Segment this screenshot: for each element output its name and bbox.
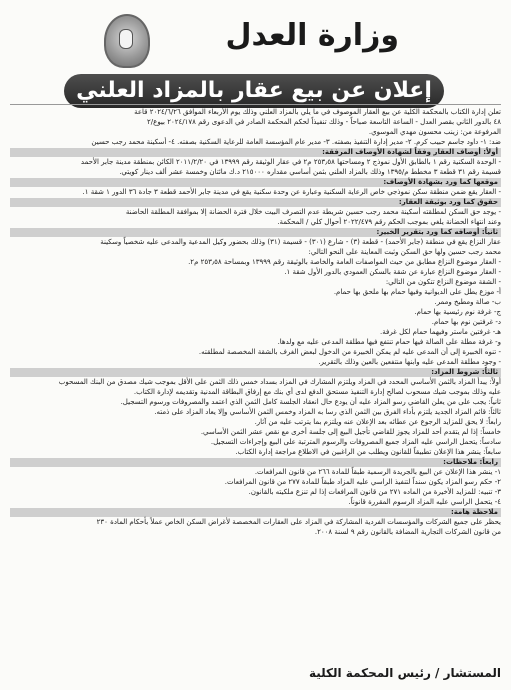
section-line: ب- صالة ومطبخ وممر. — [434, 298, 501, 306]
section-title: ملاحظة هامة: — [10, 508, 501, 517]
section-line: سادساً: يتحمل الراسي عليه المزاد جميع المصروفات والرسوم المترتبة على البيع وإجراءات التسجيل. — [210, 438, 501, 446]
intro-line: تعلن إدارة الكتاب بالمحكمة الكلية عن بيع العقار الموصوف في ما يلي بالمزاد العلني وذلك يوم الأربعاء الموافق ٢٠٢٤/٦/٢٦ قاعة — [134, 108, 501, 116]
section-line: ١- ينشر هذا الإعلان عن البيع بالجريدة الرسمية طبقاً للمادة ٢٦٦ من قانون المرافعات. — [254, 468, 501, 476]
section-line: أولاً: يبدأ المزاد بالثمن الأساسي المحدد في المزاد ويلتزم المشارك في المزاد بسداد خمس ذلك الثمن على الأقل بموجب شيك مصدق من البنك المسحوب — [58, 378, 501, 386]
ministry-name: وزارة العدل — [225, 18, 399, 53]
section-line: ج- غرفة نوم رئيسية بها حمام. — [414, 308, 501, 316]
section-line: - تنوه الخبيرة إلى أن المدعى عليه لم يمكن الخبيرة من الدخول لبعض الغرف بالشقة المخصصة لمطلقته. — [198, 348, 501, 356]
ministry-emblem-icon — [104, 14, 150, 68]
section-line: - العقار يقع ضمن منطقة سكن نموذجي خاص الرعاية السكنية وعبارة عن وحدة سكنية يقع في مدينة جابر الأحمد قطعة ٣ جادة ٣٦ الدور ١ شقة ١. — [82, 188, 501, 196]
section-title: موقعها كما ورد بشهادة الأوصاف: — [10, 178, 501, 187]
section-title: أولاً: أوصاف العقار وفقاً لشهادة الأوصاف المرفقة: — [10, 148, 501, 157]
section-title: ثانياً: أوصافه كما ورد بتقرير الخبير: — [10, 228, 501, 237]
section-line: د- غرفتين نوم بها حمام. — [431, 318, 501, 326]
defendants-line: ضد: ١- داود جاسم حبيب كرم. ٢- مدير إدارة التنفيذ بصفته. ٣- مدير عام المؤسسة العامة للرعاية السكنية بصفته. ٤- أسكينة محمد رجب حسين — [91, 138, 501, 146]
header — [0, 8, 511, 103]
section-line: سابعاً: ينشر هذا الإعلان تطبيقاً للقانون ويطلب من الراغبين في الاطلاع مراجعة إدارة الكتاب. — [235, 448, 501, 456]
section-line: خامساً: إذا لم يتقدم أحد للمزاد يجوز للقاضي تأجيل البيع إلى جلسة أخرى مع نقص عشر الثمن الأساسي. — [200, 428, 501, 436]
section-line: - الوحدة السكنية رقم ١ بالطابق الأول نموذج ٢ ومساحتها ٢٥٣٫٥٨ م٢ في عقار الوثيقة رقم ١٣٩٩٩ في ٢٠١١/٢/٢٠ الكائن بمنطقة مدينة جابر الأحمد — [80, 158, 501, 166]
section-line: وعند انتهاء الحضانة يلغي بموجب الحكم رقم ٢٠٢٢/٤٧٩ أحوال كلي / المحكمة. — [277, 218, 501, 226]
plaintiff-line: المرفوعة من: زينب محسون مهدي الموسوي. — [368, 128, 501, 136]
section-line: يحظر على جميع الشركات والمؤسسات الفردية المشاركة في المزاد على العقارات المخصصة لأغراض السكن الخاص عملاً بأحكام المادة ٢٣٠ — [96, 518, 501, 526]
section-title: رابعاً: ملاحظات: — [10, 458, 501, 467]
section-line: محمد رجب حسين ولها حق السكن وثبت المعاينة على النحو التالي: — [308, 248, 501, 256]
announcement-body — [10, 108, 501, 538]
section-line: عقار النزاع يقع في منطقة (جابر الأحمد) - قطعة (٣) - شارع (٣٠١) - قسيمة (٣١) وذلك بحضور وكيل المدعية والمدعى عليه شخصياً وسكينة — [100, 238, 501, 246]
divider — [10, 104, 501, 105]
section-line: - الشقة موضوع النزاع تتكون من التالي: — [385, 278, 501, 286]
section-line: ثانياً: يجب على من يعلن القاضي رسو المزاد عليه أن يودع حال انعقاد الجلسة كامل الثمن الذي اعتمد والمصروفات ورسوم التسجيل. — [120, 398, 501, 406]
section-line: - يوجد حق السكن لمطلقته أسكينة محمد رجب حسين شريطة عدم التصرف البيت خلال فترة الحضانة إلا بموافقة المطلقة الحاضنة — [125, 208, 501, 216]
section-line: هـ- غرفتين ماستر وفيهما حمام لكل غرفة. — [380, 328, 501, 336]
signature: المستشار / رئيس المحكمة الكلية — [308, 666, 501, 680]
section-line: و- غرفة مطلة على الصالة فيها حمام تنتفع فيها مطلقة المدعى عليه مع ولدها. — [277, 338, 501, 346]
section-line: ٣- تنبيه: للمزايد الأخيرة من الماده ٢٧١ من قانون المرافعات إذا لم تنزع ملكيته بالقانون. — [248, 488, 501, 496]
intro-line: ٤٨ بالدور الثاني بقصر العدل - الساعة التاسعة صباحاً - وذلك تنفيذاً لحكم المحكمة الصادر في الدعوى رقم ٢٠٢٤/١٧٨ بيوع/٢ — [147, 118, 501, 126]
section-line: ٤- يتحمل الراسي عليه المزاد الرسوم المقررة قانوناً. — [348, 498, 501, 506]
section-line: ٢- حكم رسو المزاد يكون سنداً لتنفيذ الراسي عليه المزاد طبقاً للمادة ٢٧٧ من قانون المرافعات. — [224, 478, 501, 486]
section-line: ثالثاً: قائم المزاد الجديد يلتزم بأداء الفرق بين الثمن الذي رسا به المزاد وخمس الثمن الأساسي وإلا يعاد المزاد على ذمته. — [154, 408, 501, 416]
announcement-title: إعلان عن بيع عقار بالمزاد العلني — [64, 74, 444, 108]
section-title: حقوق كما ورد بوثيقة العقار: — [10, 198, 501, 207]
section-line: من قانون الشركات التجارية المضافة بالقانون رقم ٩ لسنة ٢٠٠٨. — [314, 528, 501, 536]
section-title: ثالثاً: شروط المزاد: — [10, 368, 501, 377]
section-line: - وجود مطلقة المدعى عليه وابنها منتفعين بالعين وذلك بالتقرير. — [318, 358, 501, 366]
section-line: رابعاً: لا يحق للمزايد الرجوع عن عطائه بعد الإعلان عنه ويلتزم بما يترتب عليه من آثار. — [254, 418, 501, 426]
section-line: أ- موزع يطل على الديوانية وفيها حمام بها ملحق بها حمام. — [333, 288, 501, 296]
section-line: عليه وذلك بموجب شيك مسحوب لصالح إدارة التنفيذ مستحق الدفع لدى أي بنك مع إرفاق البطاقة المدنية وتقديمه لإدارة الكتاب. — [133, 388, 501, 396]
section-line: - العقار موضوع النزاع عبارة عن شقة بالسكن العمودي بالدور الأول شقة ١. — [284, 268, 501, 276]
section-line: قسيمة رقم ٣١ قطعة ٣ مخطط م/١٣٩٥ وذلك بالمزاد العلني بثمن أساسي مقداره ٢١٥٠٠٠ د.ك مائتان وخمسة عشر ألف دينار كويتي. — [119, 168, 501, 176]
section-line: - العقار موضوع النزاع مطابق من حيث المواصفات العامة والخاصة بالوثيقة رقم ١٣٩٩٩ وبمساحة ٢٥٣٫٥٨ م٢. — [188, 258, 501, 266]
